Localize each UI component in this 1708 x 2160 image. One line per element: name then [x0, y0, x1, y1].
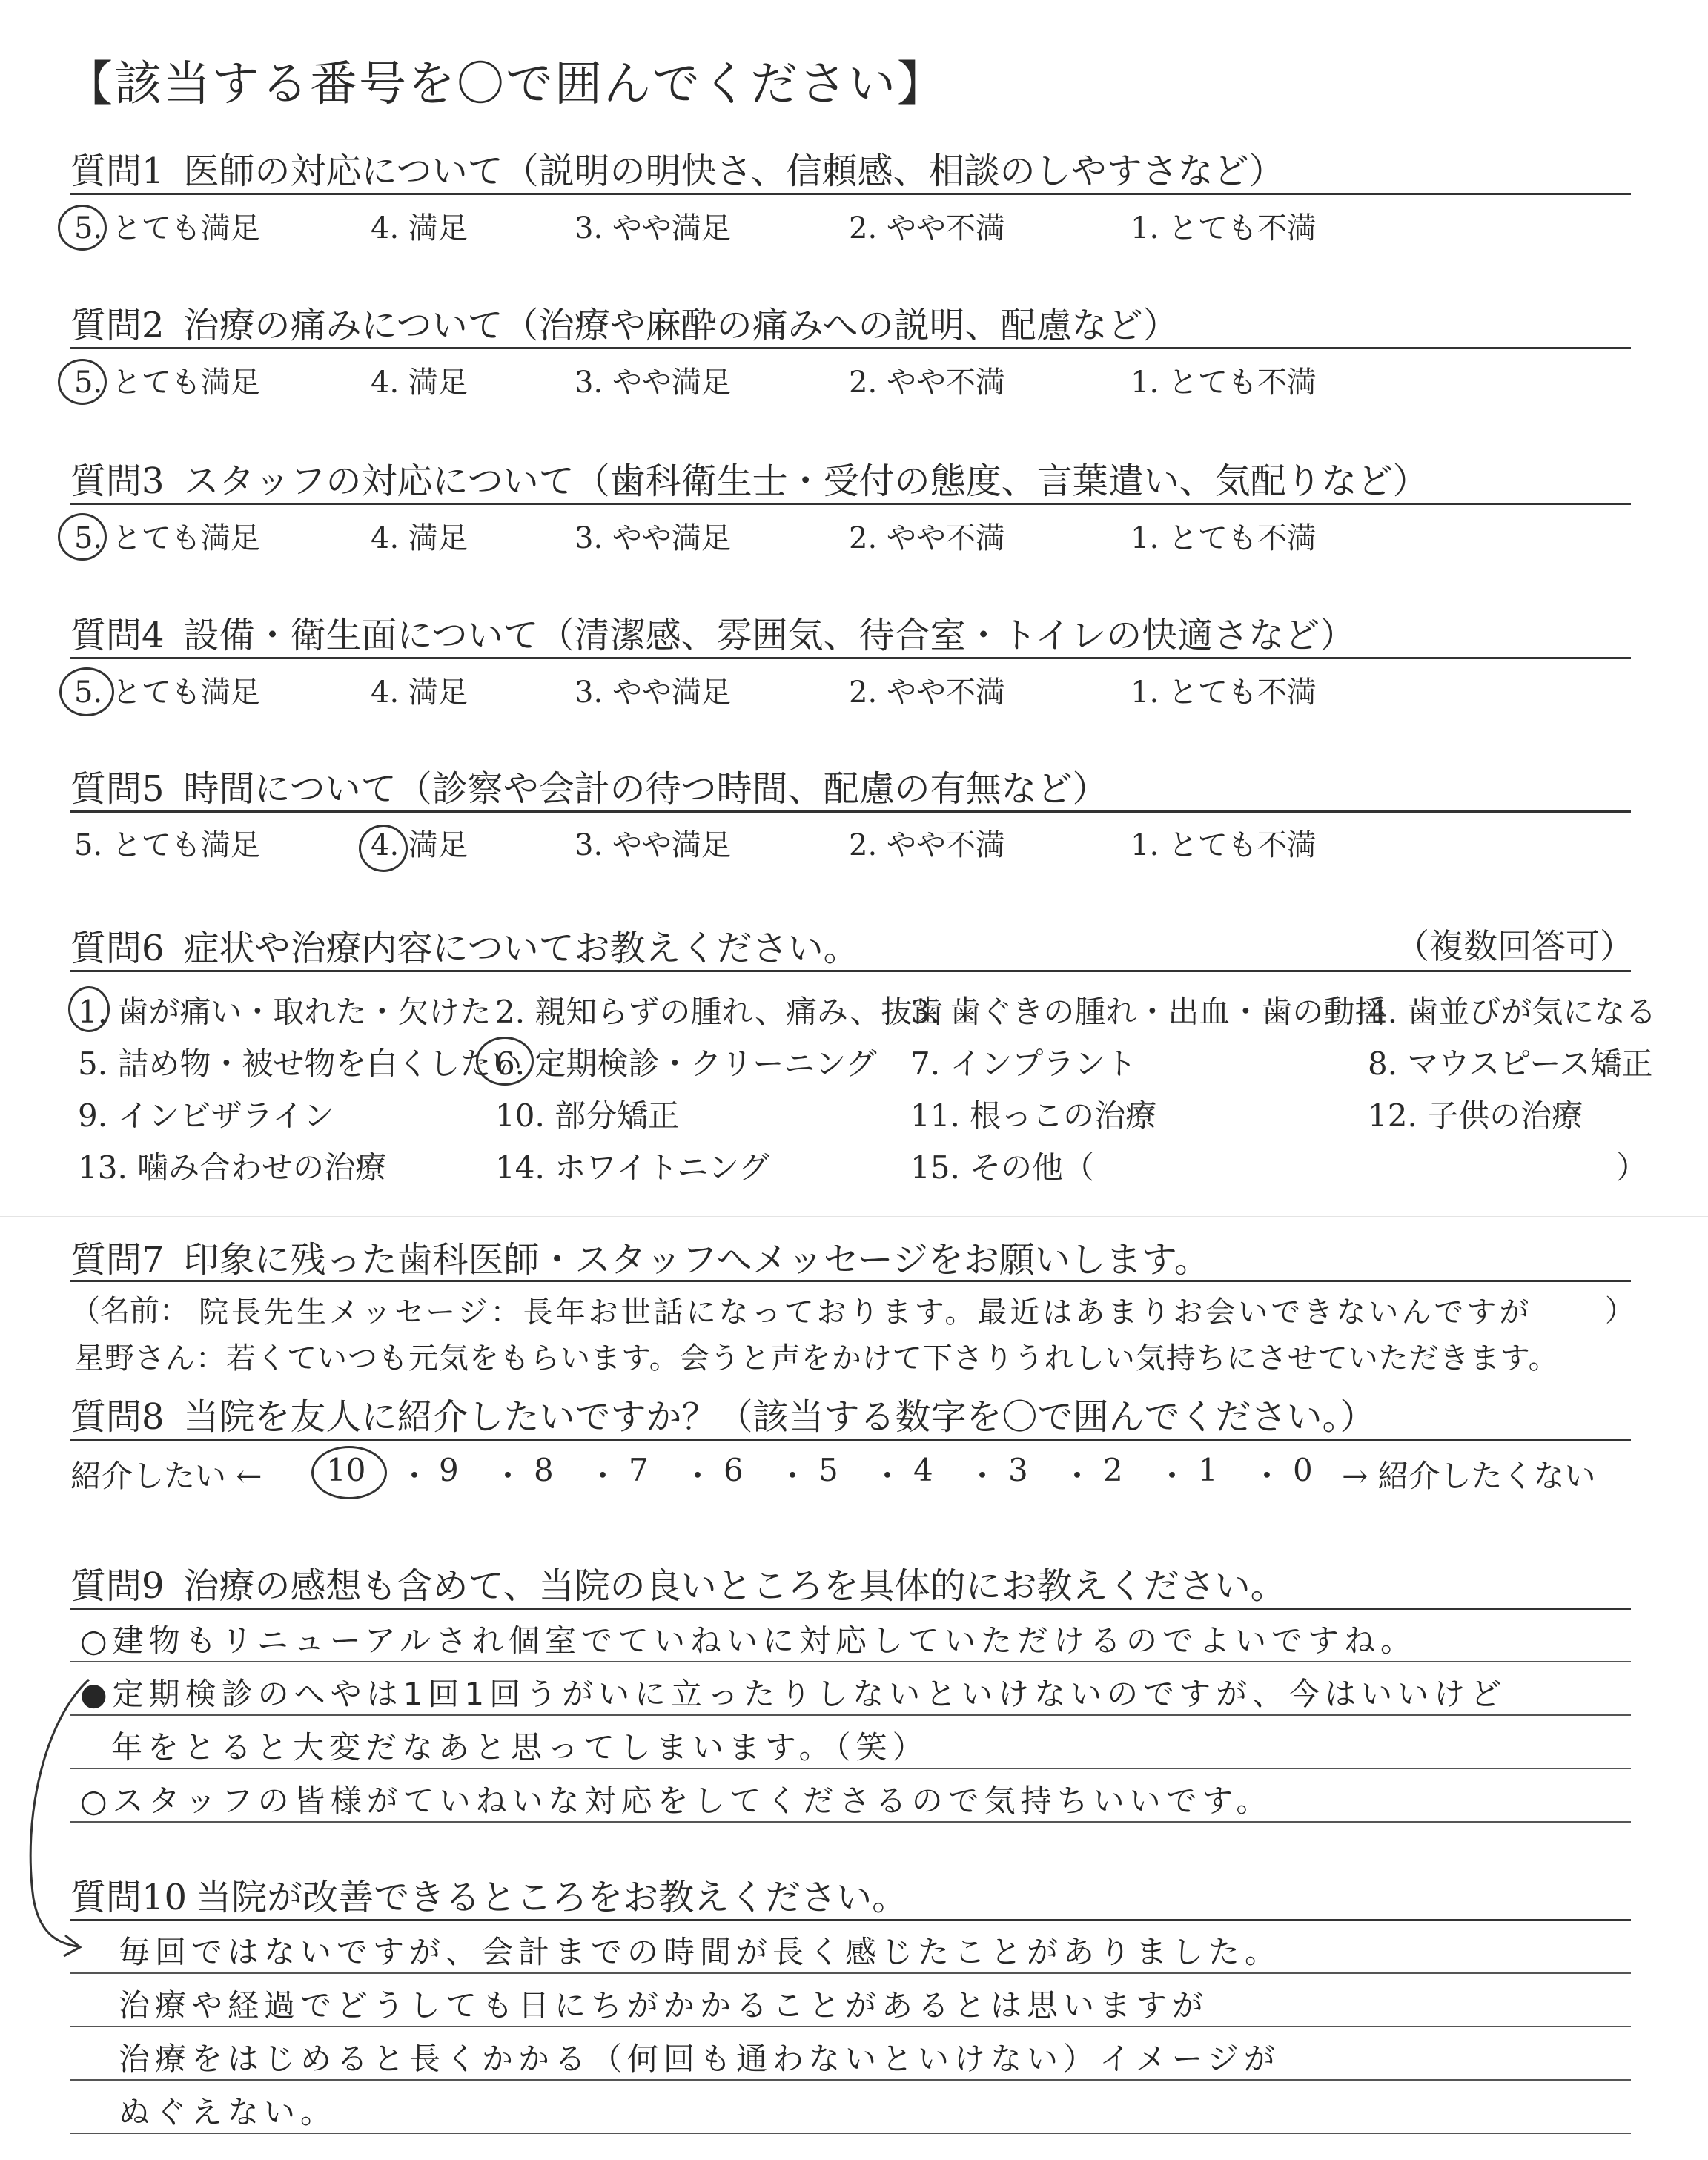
- q6-option-8[interactable]: 8. マウスピース矯正: [1368, 1046, 1653, 1082]
- q1-option-5[interactable]: 5. とても満足: [74, 211, 260, 245]
- q6-other-close-paren: ）: [1616, 1149, 1648, 1186]
- question-5-text: 時間について（診察や会計の待つ時間、配慮の有無など）: [183, 768, 1108, 810]
- q7-answer-line-1: 院長先生メッセージ：長年お世話になっております。最近はあまりお会いできないんですが: [199, 1295, 1532, 1330]
- q4-option-5[interactable]: 5. とても満足: [74, 676, 260, 710]
- q8-right-label: → 紹介したくない: [1342, 1458, 1596, 1494]
- q8-scale-6[interactable]: 6: [724, 1452, 744, 1488]
- q2-option-3[interactable]: 3. やや満足: [575, 366, 731, 400]
- q8-scale-2[interactable]: 2: [1103, 1452, 1123, 1488]
- q4-option-4[interactable]: 4. 満足: [371, 676, 468, 710]
- q5-option-4[interactable]: 4. 満足: [371, 828, 468, 862]
- q4-option-2[interactable]: 2. やや不満: [849, 676, 1005, 710]
- question-7-number: 質問7: [70, 1239, 165, 1281]
- question-1-number: 質問1: [70, 151, 165, 192]
- q8-dot: ・: [587, 1458, 619, 1494]
- question-2-number: 質問2: [70, 305, 165, 346]
- q8-dot: ・: [1156, 1458, 1188, 1494]
- q9-answer-line-1: ○建物もリニューアルされ個室でていねいに対応していただけるのでよいですね。: [80, 1622, 1417, 1659]
- q9-answer-line-3: 年をとると大変だなあと思ってしまいます。（笑）: [111, 1729, 929, 1766]
- q8-dot: ・: [1251, 1458, 1283, 1494]
- q6-option-10[interactable]: 10. 部分矯正: [495, 1097, 680, 1134]
- q5-option-5[interactable]: 5. とても満足: [74, 828, 260, 862]
- q8-dot: ・: [492, 1458, 524, 1494]
- question-4-number: 質問4: [70, 615, 165, 656]
- q8-scale-0[interactable]: 0: [1293, 1452, 1313, 1488]
- q6-option-2[interactable]: 2. 親知らずの腫れ、痛み、抜歯: [495, 994, 944, 1030]
- q7-name-label-close: ）: [1605, 1294, 1635, 1328]
- q7-answer-line-2: 星野さん：若くていつも元気をもらいます。会うと声をかけて下さりうれしい気持ちにさせていただきます。: [74, 1341, 1559, 1375]
- q8-dot: ・: [682, 1458, 714, 1494]
- q4-option-1[interactable]: 1. とても不満: [1131, 676, 1317, 710]
- q5-option-3[interactable]: 3. やや満足: [575, 828, 731, 862]
- question-10-number: 質問10: [70, 1877, 188, 1918]
- q8-scale-7[interactable]: 7: [629, 1452, 649, 1488]
- q8-scale-5[interactable]: 5: [818, 1452, 838, 1488]
- q7-name-label-open: （名前：: [70, 1294, 189, 1328]
- question-3-number: 質問3: [70, 460, 165, 502]
- q6-option-14[interactable]: 14. ホワイトニング: [495, 1149, 770, 1186]
- q8-dot: ・: [399, 1458, 431, 1494]
- q6-option-9[interactable]: 9. インビザライン: [78, 1097, 335, 1134]
- q6-option-11[interactable]: 11. 根っこの治療: [910, 1097, 1157, 1134]
- q1-option-2[interactable]: 2. やや不満: [849, 211, 1005, 245]
- q2-option-1[interactable]: 1. とても不満: [1131, 366, 1317, 400]
- q6-option-6[interactable]: 6. 定期検診・クリーニング: [495, 1046, 877, 1082]
- question-6-number: 質問6: [70, 928, 165, 969]
- question-8-number: 質問8: [70, 1396, 165, 1438]
- question-9-text: 治療の感想も含めて、当院の良いところを具体的にお教えください。: [183, 1565, 1286, 1607]
- q10-answer-line-1: 毎回ではないですが、会計までの時間が長く感じたことがありました。: [119, 1934, 1282, 1970]
- q1-option-1[interactable]: 1. とても不満: [1131, 211, 1317, 245]
- q8-scale-1[interactable]: 1: [1198, 1452, 1218, 1488]
- q8-dot: ・: [967, 1458, 999, 1494]
- q6-option-15[interactable]: 15. その他（: [910, 1149, 1095, 1186]
- question-2-text: 治療の痛みについて（治療や麻酔の痛みへの説明、配慮など）: [183, 305, 1179, 346]
- q9-answer-line-4: ○スタッフの皆様がていねいな対応をしてくださるので気持ちいいです。: [80, 1783, 1273, 1819]
- question-10-text: 当院が改善できるところをお教えください。: [196, 1877, 908, 1918]
- q8-dot: ・: [872, 1458, 904, 1494]
- q10-answer-line-2: 治療や経過でどうしても日にちがかかることがあるとは思いますが: [119, 1987, 1209, 2024]
- q1-option-4[interactable]: 4. 満足: [371, 211, 468, 245]
- q8-left-label: 紹介したい ←: [70, 1458, 262, 1494]
- q8-scale-10[interactable]: 10: [326, 1452, 366, 1488]
- question-6-text: 症状や治療内容についてお教えください。: [183, 928, 859, 969]
- question-4-text: 設備・衛生面について（清潔感、雰囲気、待合室・トイレの快適さなど）: [183, 615, 1356, 656]
- q6-option-4[interactable]: 4. 歯並びが気になる: [1368, 994, 1657, 1030]
- q5-option-1[interactable]: 1. とても不満: [1131, 828, 1317, 862]
- q8-dot: ・: [1062, 1458, 1093, 1494]
- q2-option-2[interactable]: 2. やや不満: [849, 366, 1005, 400]
- q3-option-4[interactable]: 4. 満足: [371, 521, 468, 555]
- q5-option-2[interactable]: 2. やや不満: [849, 828, 1005, 862]
- q6-option-3[interactable]: 3. 歯ぐきの腫れ・出血・歯の動揺: [910, 994, 1386, 1030]
- question-8-text: 当院を友人に紹介したいですか？（該当する数字を〇で囲んでください。）: [183, 1396, 1376, 1438]
- q9-answer-line-2: ●定期検診のへやは1回1回うがいに立ったりしないといけないのですが、今はいいけど: [80, 1676, 1507, 1712]
- q8-dot: ・: [777, 1458, 809, 1494]
- q4-option-3[interactable]: 3. やや満足: [575, 676, 731, 710]
- q2-option-5[interactable]: 5. とても満足: [74, 366, 260, 400]
- q3-option-3[interactable]: 3. やや満足: [575, 521, 731, 555]
- q10-answer-line-3: 治療をはじめると長くかかる（何回も通わないといけない）イメージが: [119, 2041, 1280, 2077]
- question-9-number: 質問9: [70, 1565, 165, 1607]
- q1-option-3[interactable]: 3. やや満足: [575, 211, 731, 245]
- q6-option-12[interactable]: 12. 子供の治療: [1368, 1097, 1583, 1134]
- q10-answer-line-4: ぬぐえない。: [119, 2094, 337, 2130]
- q8-scale-4[interactable]: 4: [913, 1452, 933, 1488]
- q6-option-13[interactable]: 13. 噛み合わせの治療: [78, 1149, 387, 1186]
- q3-option-2[interactable]: 2. やや不満: [849, 521, 1005, 555]
- q6-option-7[interactable]: 7. インプラント: [910, 1046, 1137, 1082]
- q6-option-1[interactable]: 1. 歯が痛い・取れた・欠けた: [78, 994, 491, 1030]
- q8-scale-3[interactable]: 3: [1008, 1452, 1028, 1488]
- question-5-number: 質問5: [70, 768, 165, 810]
- q2-option-4[interactable]: 4. 満足: [371, 366, 468, 400]
- question-7-text: 印象に残った歯科医師・スタッフへメッセージをお願いします。: [183, 1239, 1210, 1281]
- question-6-multiple-note: （複数回答可）: [1395, 926, 1634, 966]
- q8-scale-9[interactable]: 9: [439, 1452, 459, 1488]
- question-1-text: 医師の対応について（説明の明快さ、信頼感、相談のしやすさなど）: [183, 151, 1285, 192]
- q8-scale-8[interactable]: 8: [534, 1452, 554, 1488]
- q3-option-1[interactable]: 1. とても不満: [1131, 521, 1317, 555]
- q6-option-5[interactable]: 5. 詰め物・被せ物を白くしたい: [78, 1046, 523, 1082]
- q3-option-5[interactable]: 5. とても満足: [74, 521, 260, 555]
- page-title: 【該当する番号を〇で囲んでください】: [65, 57, 946, 112]
- question-3-text: スタッフの対応について（歯科衛生士・受付の態度、言葉遣い、気配りなど）: [183, 460, 1429, 502]
